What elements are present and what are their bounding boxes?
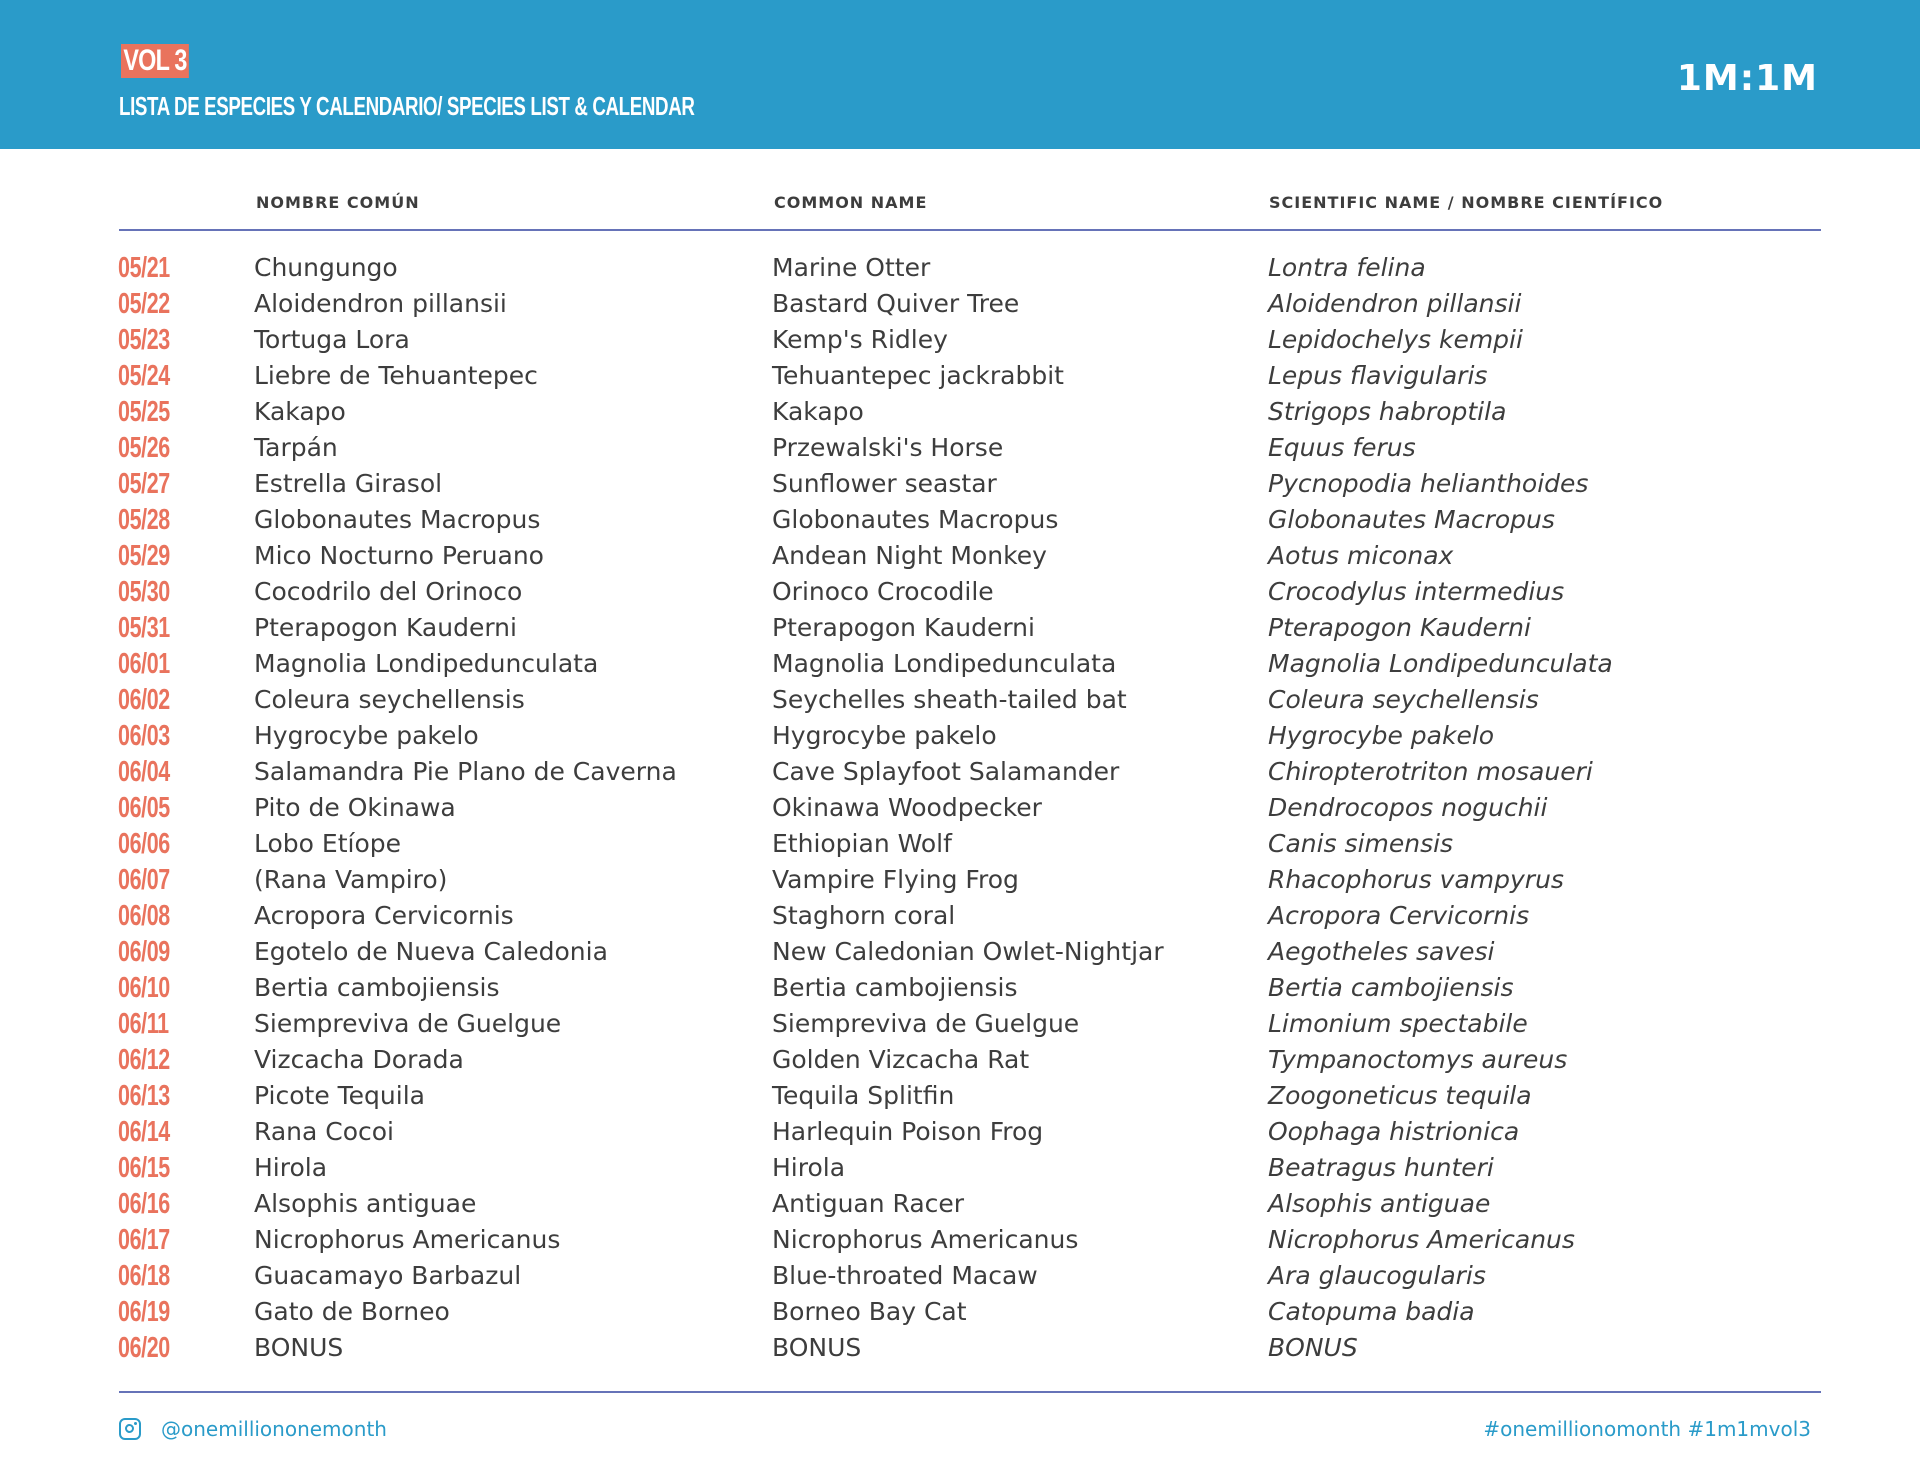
header-banner	[0, 0, 1920, 149]
spanish-name-cell: Hirola	[254, 1153, 328, 1182]
scientific-name-cell: Catopuma badia	[1268, 1297, 1475, 1326]
scientific-name-cell: Beatragus hunteri	[1268, 1153, 1494, 1182]
table-row	[0, 826, 1920, 862]
scientific-name-cell: Equus ferus	[1268, 433, 1416, 462]
scientific-name-cell: BONUS	[1268, 1333, 1358, 1362]
scientific-name-cell: Tympanoctomys aureus	[1268, 1045, 1568, 1074]
table-row	[0, 430, 1920, 466]
table-row	[0, 250, 1920, 286]
spanish-name-cell: Alsophis antiguae	[254, 1189, 477, 1218]
footer-divider	[119, 1391, 1821, 1393]
date-cell: 05/28	[118, 504, 170, 536]
spanish-name-cell: Lobo Etíope	[254, 829, 401, 858]
scientific-name-cell: Magnolia Londipedunculata	[1268, 649, 1613, 678]
table-row	[0, 1294, 1920, 1330]
english-name-cell: Kakapo	[772, 397, 864, 426]
table-row	[0, 1150, 1920, 1186]
date-cell: 06/14	[118, 1116, 170, 1148]
scientific-name-cell: Limonium spectabile	[1268, 1009, 1528, 1038]
english-name-cell: Tehuantepec jackrabbit	[772, 361, 1064, 390]
table-row	[0, 646, 1920, 682]
date-cell: 05/27	[118, 468, 170, 500]
spanish-name-cell: Acropora Cervicornis	[254, 901, 514, 930]
date-cell: 06/11	[118, 1008, 169, 1040]
date-cell: 06/10	[118, 972, 170, 1004]
table-row	[0, 1006, 1920, 1042]
english-name-cell: Okinawa Woodpecker	[772, 793, 1042, 822]
date-cell: 06/12	[118, 1044, 170, 1076]
date-cell: 05/31	[118, 612, 170, 644]
spanish-name-cell: Kakapo	[254, 397, 346, 426]
table-row	[0, 790, 1920, 826]
spanish-name-cell: Rana Cocoi	[254, 1117, 394, 1146]
date-cell: 05/23	[118, 324, 170, 356]
table-row	[0, 682, 1920, 718]
table-row	[0, 970, 1920, 1006]
spanish-name-cell: Bertia cambojiensis	[254, 973, 500, 1002]
column-header-scientific: SCIENTIFIC NAME / NOMBRE CIENTÍFICO	[1269, 193, 1664, 212]
spanish-name-cell: Siempreviva de Guelgue	[254, 1009, 562, 1038]
date-cell: 05/22	[118, 288, 170, 320]
english-name-cell: Kemp's Ridley	[772, 325, 948, 354]
spanish-name-cell: Tarpán	[254, 433, 338, 462]
english-name-cell: Vampire Flying Frog	[772, 865, 1019, 894]
spanish-name-cell: Vizcacha Dorada	[254, 1045, 464, 1074]
scientific-name-cell: Pycnopodia helianthoides	[1268, 469, 1589, 498]
spanish-name-cell: Guacamayo Barbazul	[254, 1261, 522, 1290]
scientific-name-cell: Zoogoneticus tequila	[1268, 1081, 1532, 1110]
table-row	[0, 358, 1920, 394]
table-row	[0, 394, 1920, 430]
column-header-spanish: NOMBRE COMÚN	[256, 193, 420, 212]
scientific-name-cell: Acropora Cervicornis	[1268, 901, 1530, 930]
spanish-name-cell: Coleura seychellensis	[254, 685, 525, 714]
scientific-name-cell: Globonautes Macropus	[1268, 505, 1555, 534]
date-cell: 05/25	[118, 396, 170, 428]
table-row	[0, 1078, 1920, 1114]
english-name-cell: Magnolia Londipedunculata	[772, 649, 1117, 678]
date-cell: 06/04	[118, 756, 170, 788]
date-cell: 06/02	[118, 684, 170, 716]
spanish-name-cell: Mico Nocturno Peruano	[254, 541, 544, 570]
english-name-cell: New Caledonian Owlet-Nightjar	[772, 937, 1164, 966]
english-name-cell: Bertia cambojiensis	[772, 973, 1018, 1002]
english-name-cell: Golden Vizcacha Rat	[772, 1045, 1030, 1074]
date-cell: 06/03	[118, 720, 170, 752]
english-name-cell: Ethiopian Wolf	[772, 829, 952, 858]
table-row	[0, 1042, 1920, 1078]
page-title: LISTA DE ESPECIES Y CALENDARIO/ SPECIES LIST & CALENDAR	[119, 91, 695, 121]
english-name-cell: Seychelles sheath-tailed bat	[772, 685, 1127, 714]
english-name-cell: Andean Night Monkey	[772, 541, 1047, 570]
table-row	[0, 934, 1920, 970]
date-cell: 05/30	[118, 576, 170, 608]
spanish-name-cell: BONUS	[254, 1333, 344, 1362]
header-divider	[119, 229, 1821, 231]
date-cell: 06/16	[118, 1188, 170, 1220]
table-row	[0, 898, 1920, 934]
date-cell: 05/29	[118, 540, 170, 572]
table-row	[0, 574, 1920, 610]
spanish-name-cell: (Rana Vampiro)	[254, 865, 448, 894]
english-name-cell: Siempreviva de Guelgue	[772, 1009, 1080, 1038]
spanish-name-cell: Nicrophorus Americanus	[254, 1225, 561, 1254]
table-row	[0, 1222, 1920, 1258]
table-row	[0, 538, 1920, 574]
instagram-icon[interactable]	[119, 1418, 141, 1440]
instagram-handle-link[interactable]: @onemilliononemonth	[161, 1417, 387, 1441]
scientific-name-cell: Rhacophorus vampyrus	[1268, 865, 1564, 894]
spanish-name-cell: Magnolia Londipedunculata	[254, 649, 599, 678]
spanish-name-cell: Tortuga Lora	[254, 325, 410, 354]
english-name-cell: Przewalski's Horse	[772, 433, 1004, 462]
date-cell: 06/19	[118, 1296, 170, 1328]
scientific-name-cell: Alsophis antiguae	[1268, 1189, 1491, 1218]
table-row	[0, 502, 1920, 538]
english-name-cell: Globonautes Macropus	[772, 505, 1059, 534]
date-cell: 06/20	[118, 1332, 170, 1364]
english-name-cell: Blue-throated Macaw	[772, 1261, 1038, 1290]
volume-badge: VOL 3	[121, 44, 189, 78]
spanish-name-cell: Picote Tequila	[254, 1081, 425, 1110]
scientific-name-cell: Crocodylus intermedius	[1268, 577, 1565, 606]
table-row	[0, 322, 1920, 358]
scientific-name-cell: Ara glaucogularis	[1268, 1261, 1486, 1290]
scientific-name-cell: Chiropterotriton mosaueri	[1268, 757, 1593, 786]
english-name-cell: Antiguan Racer	[772, 1189, 965, 1218]
date-cell: 06/06	[118, 828, 170, 860]
english-name-cell: Harlequin Poison Frog	[772, 1117, 1044, 1146]
english-name-cell: Pterapogon Kauderni	[772, 613, 1035, 642]
scientific-name-cell: Lontra felina	[1268, 253, 1426, 282]
scientific-name-cell: Bertia cambojiensis	[1268, 973, 1514, 1002]
english-name-cell: Tequila Splitfin	[772, 1081, 955, 1110]
date-cell: 06/07	[118, 864, 170, 896]
spanish-name-cell: Liebre de Tehuantepec	[254, 361, 538, 390]
english-name-cell: Staghorn coral	[772, 901, 956, 930]
table-row	[0, 1330, 1920, 1366]
date-cell: 06/05	[118, 792, 170, 824]
table-row	[0, 286, 1920, 322]
spanish-name-cell: Globonautes Macropus	[254, 505, 541, 534]
table-row	[0, 610, 1920, 646]
english-name-cell: Cave Splayfoot Salamander	[772, 757, 1120, 786]
english-name-cell: Sunflower seastar	[772, 469, 997, 498]
date-cell: 06/01	[118, 648, 170, 680]
spanish-name-cell: Pterapogon Kauderni	[254, 613, 517, 642]
scientific-name-cell: Aegotheles savesi	[1268, 937, 1495, 966]
english-name-cell: Marine Otter	[772, 253, 931, 282]
english-name-cell: BONUS	[772, 1333, 862, 1362]
scientific-name-cell: Canis simensis	[1268, 829, 1454, 858]
spanish-name-cell: Pito de Okinawa	[254, 793, 456, 822]
scientific-name-cell: Pterapogon Kauderni	[1268, 613, 1531, 642]
date-cell: 06/08	[118, 900, 170, 932]
date-cell: 05/26	[118, 432, 170, 464]
table-row	[0, 862, 1920, 898]
date-cell: 05/24	[118, 360, 170, 392]
spanish-name-cell: Cocodrilo del Orinoco	[254, 577, 523, 606]
brand-logo: 1M:1M	[1676, 58, 1818, 99]
english-name-cell: Hygrocybe pakelo	[772, 721, 997, 750]
table-row	[0, 754, 1920, 790]
scientific-name-cell: Coleura seychellensis	[1268, 685, 1539, 714]
scientific-name-cell: Strigops habroptila	[1268, 397, 1507, 426]
table-row	[0, 718, 1920, 754]
scientific-name-cell: Lepidochelys kempii	[1268, 325, 1523, 354]
spanish-name-cell: Egotelo de Nueva Caledonia	[254, 937, 608, 966]
spanish-name-cell: Hygrocybe pakelo	[254, 721, 479, 750]
spanish-name-cell: Estrella Girasol	[254, 469, 443, 498]
date-cell: 06/17	[118, 1224, 170, 1256]
scientific-name-cell: Oophaga histrionica	[1268, 1117, 1520, 1146]
english-name-cell: Nicrophorus Americanus	[772, 1225, 1079, 1254]
column-header-english: COMMON NAME	[774, 193, 928, 212]
scientific-name-cell: Nicrophorus Americanus	[1268, 1225, 1575, 1254]
date-cell: 06/18	[118, 1260, 170, 1292]
scientific-name-cell: Aloidendron pillansii	[1268, 289, 1522, 318]
table-row	[0, 1186, 1920, 1222]
table-row	[0, 1258, 1920, 1294]
english-name-cell: Hirola	[772, 1153, 846, 1182]
hashtags: #onemillionomonth #1m1mvol3	[1483, 1417, 1811, 1441]
scientific-name-cell: Aotus miconax	[1268, 541, 1454, 570]
scientific-name-cell: Dendrocopos noguchii	[1268, 793, 1548, 822]
spanish-name-cell: Chungungo	[254, 253, 398, 282]
date-cell: 06/15	[118, 1152, 170, 1184]
spanish-name-cell: Gato de Borneo	[254, 1297, 450, 1326]
scientific-name-cell: Hygrocybe pakelo	[1268, 721, 1495, 750]
english-name-cell: Borneo Bay Cat	[772, 1297, 967, 1326]
scientific-name-cell: Lepus flavigularis	[1268, 361, 1488, 390]
date-cell: 05/21	[118, 252, 170, 284]
table-row	[0, 466, 1920, 502]
spanish-name-cell: Salamandra Pie Plano de Caverna	[254, 757, 677, 786]
date-cell: 06/09	[118, 936, 170, 968]
date-cell: 06/13	[118, 1080, 170, 1112]
table-row	[0, 1114, 1920, 1150]
spanish-name-cell: Aloidendron pillansii	[254, 289, 507, 318]
english-name-cell: Orinoco Crocodile	[772, 577, 994, 606]
english-name-cell: Bastard Quiver Tree	[772, 289, 1020, 318]
